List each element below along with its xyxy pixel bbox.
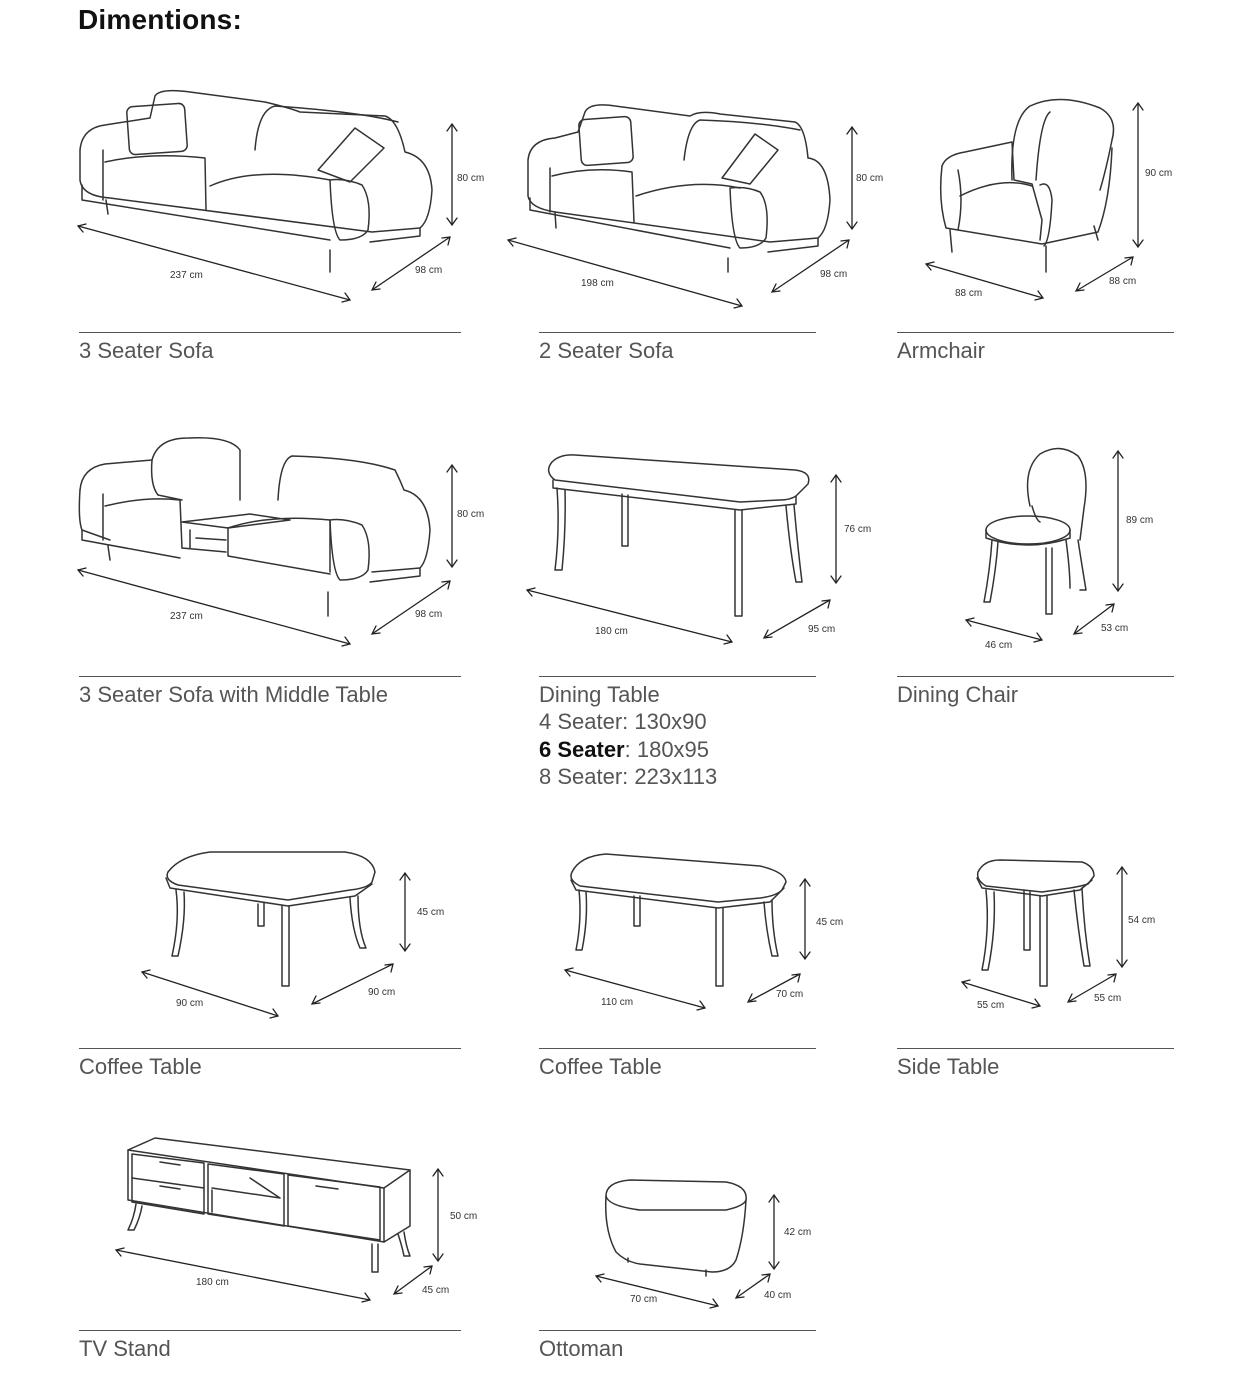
sofa2-width-label: 198 cm (581, 278, 614, 289)
ottoman-divider (539, 1330, 816, 1331)
sofa3-depth-label: 98 cm (415, 265, 443, 276)
ottoman-name: Ottoman (539, 1336, 624, 1361)
side-table-divider (897, 1048, 1174, 1049)
dining-table-width-label: 180 cm (595, 626, 628, 637)
coffee-table-square-depth-label: 90 cm (368, 987, 396, 998)
side-table-name: Side Table (897, 1054, 1000, 1079)
armchair-name: Armchair (897, 338, 986, 363)
sofa3-name: 3 Seater Sofa (79, 338, 214, 363)
coffee-table-square-height-label: 45 cm (417, 907, 445, 918)
ottoman-width-label: 70 cm (630, 1294, 658, 1305)
variant-size: : 180x95 (624, 737, 710, 762)
ottoman-height-label: 42 cm (784, 1227, 812, 1238)
side-table-height-label: 54 cm (1128, 915, 1156, 926)
tv-stand-depth-label: 45 cm (422, 1285, 450, 1296)
side-table-depth-label: 55 cm (1094, 993, 1122, 1004)
dining-table-depth-label: 95 cm (808, 624, 836, 635)
sofa2-depth-label: 98 cm (820, 269, 848, 280)
coffee-table-rect-width-label: 110 cm (601, 997, 634, 1008)
sofa2-name: 2 Seater Sofa (539, 338, 674, 363)
dining-table-name: Dining Table (539, 682, 660, 707)
coffee-table-rect-depth-label: 70 cm (776, 989, 804, 1000)
armchair-depth-label: 88 cm (1109, 276, 1137, 287)
dining-chair-depth-label: 53 cm (1101, 623, 1129, 634)
sofa3-width-label: 237 cm (170, 270, 203, 281)
dining-chair-height-label: 89 cm (1126, 515, 1154, 526)
armchair-height-label: 90 cm (1145, 168, 1173, 179)
page-title: Dimentions: (78, 4, 242, 35)
armchair-width-label: 88 cm (955, 288, 983, 299)
variant-label: 8 Seater (539, 764, 623, 789)
dining-table-height-label: 76 cm (844, 524, 872, 535)
sofa3-table-depth-label: 98 cm (415, 609, 443, 620)
sofa2-height-label: 80 cm (856, 173, 884, 184)
tv-stand-name: TV Stand (79, 1336, 171, 1361)
side-table-width-label: 55 cm (977, 1000, 1005, 1011)
sofa3-table-width-label: 237 cm (170, 611, 203, 622)
tv-stand-width-label: 180 cm (196, 1277, 229, 1288)
variant-label: 4 Seater (539, 709, 623, 734)
variant-label: 6 Seater (539, 737, 625, 762)
variant-size: : 223x113 (622, 764, 718, 789)
coffee-table-square-name: Coffee Table (79, 1054, 202, 1079)
dining-chair-width-label: 46 cm (985, 640, 1013, 651)
tv-stand-height-label: 50 cm (450, 1211, 478, 1222)
dining-chair-name: Dining Chair (897, 682, 1019, 707)
coffee-table-square-width-label: 90 cm (176, 998, 204, 1009)
coffee-table-rect-name: Coffee Table (539, 1054, 662, 1079)
sofa3-table-height-label: 80 cm (457, 509, 485, 520)
sofa3-table-name: 3 Seater Sofa with Middle Table (79, 682, 388, 707)
sofa3-height-label: 80 cm (457, 173, 485, 184)
coffee-table-rect-height-label: 45 cm (816, 917, 844, 928)
ottoman-depth-label: 40 cm (764, 1290, 792, 1301)
variant-size: : 130x90 (622, 709, 707, 734)
